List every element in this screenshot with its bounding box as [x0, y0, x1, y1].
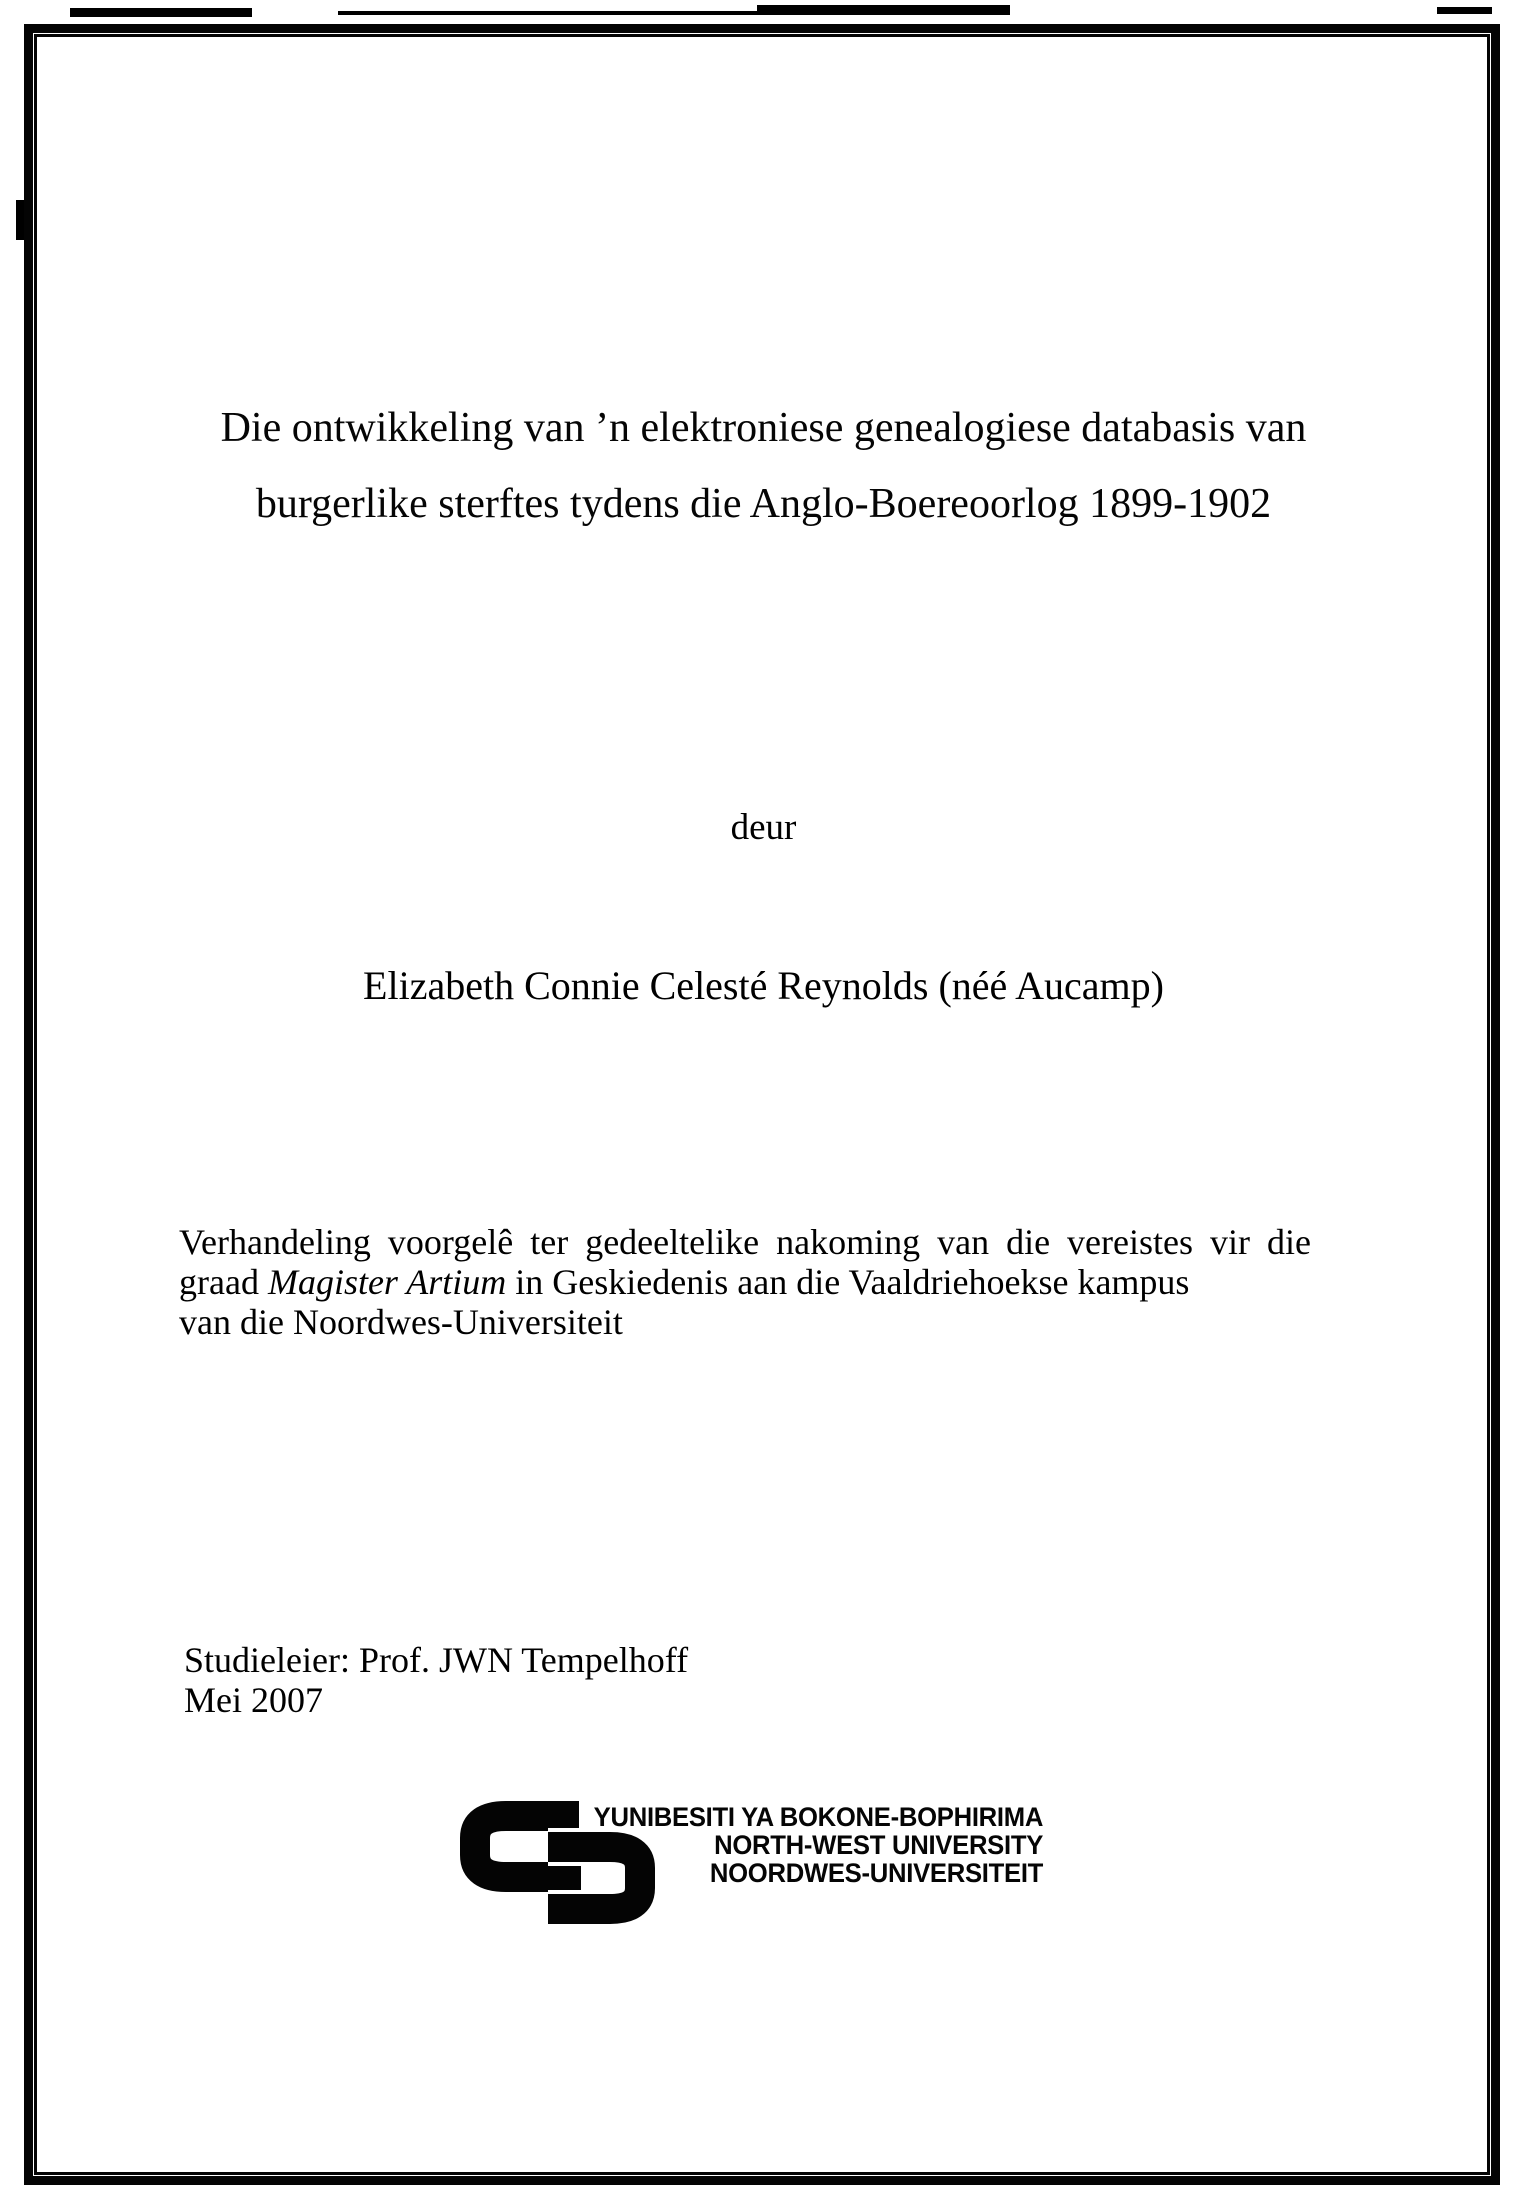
scan-artifact [1437, 7, 1492, 14]
university-name-setswana: YUNIBESITI YA BOKONE-BOPHIRIMA [593, 1802, 1043, 1832]
author-name: Elizabeth Connie Celesté Reynolds (néé Aucamp) [363, 963, 1164, 1008]
thesis-title-line1: Die ontwikkeling van ’n elektroniese genealogiese databasis van [220, 405, 1307, 451]
university-name-afrikaans: NOORDWES-UNIVERSITEIT [709, 1858, 1043, 1888]
degree-statement-line3: van die Noordwes-Universiteit [179, 1302, 623, 1342]
degree-name-italic: Magister Artium [267, 1262, 507, 1302]
degree-statement [179, 1222, 1346, 1342]
university-name-block [570, 1803, 1043, 1887]
thesis-title [60, 390, 1467, 542]
date: Mei 2007 [184, 1680, 323, 1720]
degree-statement-line2 [179, 1262, 1346, 1302]
degree-statement-line2-prefix: graad [179, 1262, 268, 1302]
scan-artifact [338, 11, 758, 15]
thesis-title-line2: burgerlike sterftes tydens die Anglo-Boereoorlog 1899-1902 [255, 481, 1272, 527]
scan-artifact [757, 5, 1010, 15]
scan-artifact [70, 8, 252, 17]
university-name-english: NORTH-WEST UNIVERSITY [714, 1830, 1043, 1860]
byline: deur [730, 807, 797, 848]
degree-statement-line2-suffix: in Geskiedenis aan die Vaaldriehoekse kampus [506, 1262, 1190, 1302]
degree-statement-line1: Verhandeling voorgelê ter gedeeltelike nakoming van die vereistes vir die [179, 1222, 1311, 1262]
supervisor: Studieleier: Prof. JWN Tempelhoff [184, 1640, 689, 1680]
supervisor-block [184, 1640, 688, 1720]
